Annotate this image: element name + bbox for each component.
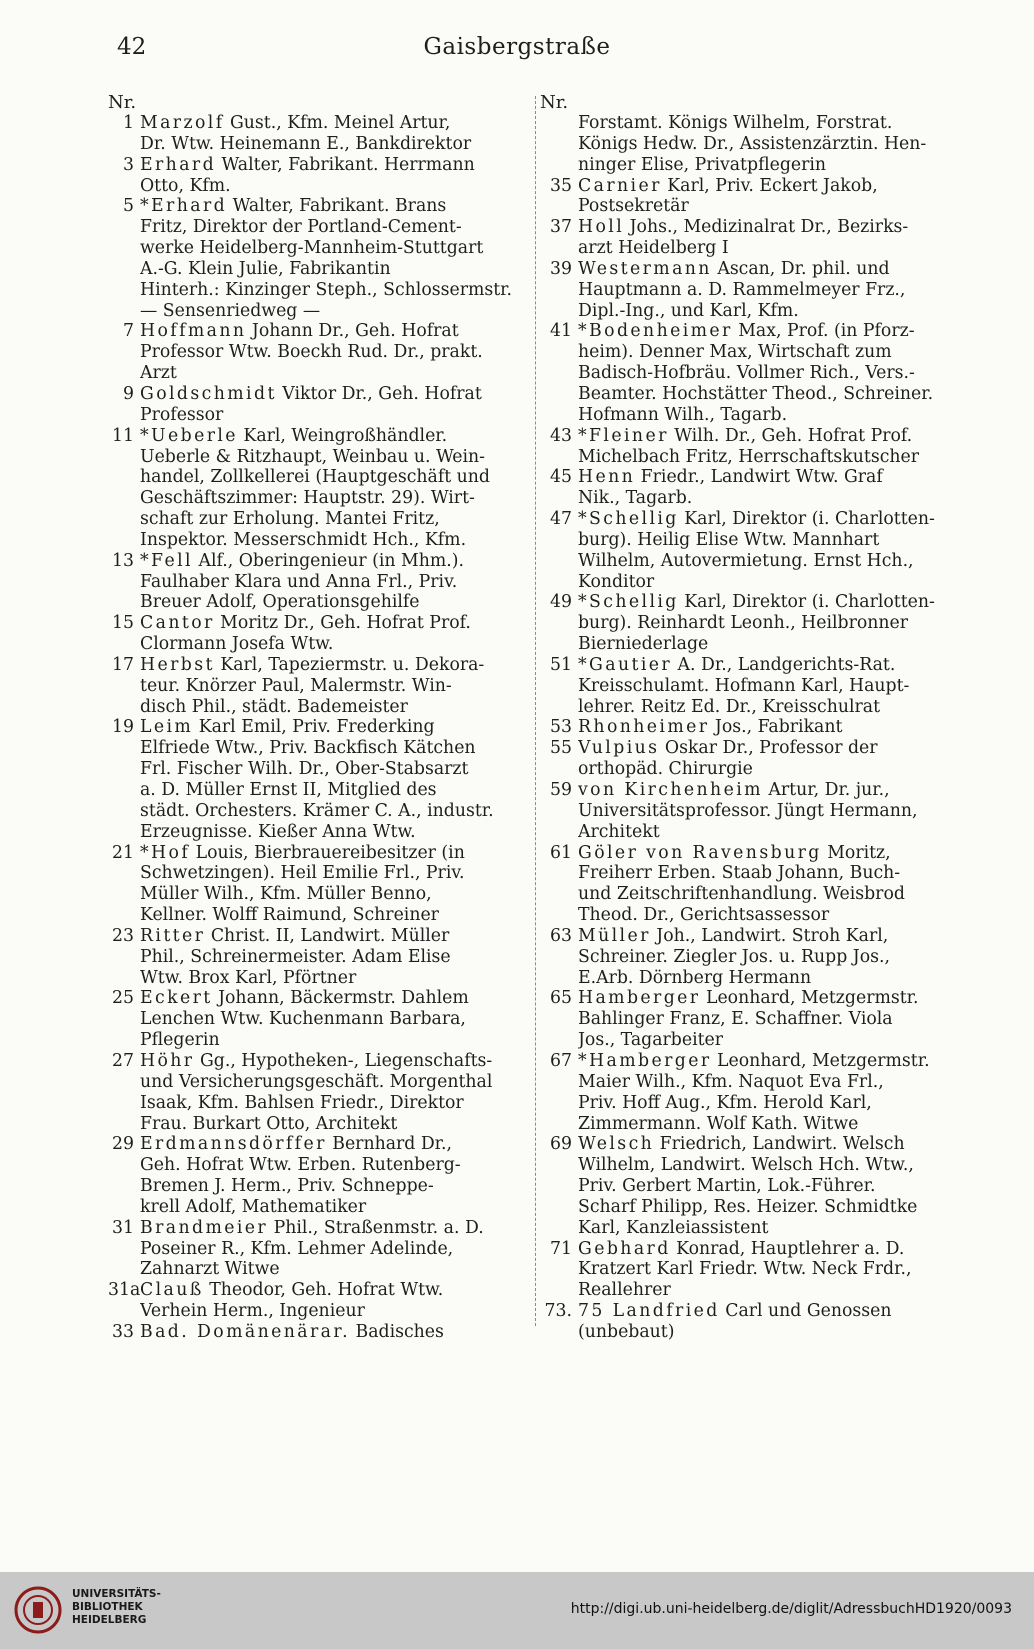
address-entry xyxy=(540,1301,960,1343)
entry-line: *Hamberger Leonhard, Metzgermstr. xyxy=(578,1050,930,1071)
entry-line: Westermann Ascan, Dr. phil. und xyxy=(578,258,890,279)
entry-line: Henn Friedr., Landwirt Wtw. Graf xyxy=(578,467,883,488)
resident-list xyxy=(578,843,960,926)
resident-list xyxy=(578,176,960,218)
entry-line: Hamberger Leonhard, Metzgermstr. xyxy=(578,988,919,1009)
owner-name: Herbst xyxy=(140,654,215,675)
house-number: 19 xyxy=(112,717,134,738)
entry-line: (unbebaut) xyxy=(578,1321,675,1342)
address-entry xyxy=(108,988,528,1051)
house-number: 37 xyxy=(550,217,572,238)
entry-line: Ritter Christ. II, Landwirt. Müller xyxy=(140,925,450,946)
entry-line: burg). Reinhardt Leonh., Heilbronner xyxy=(578,613,909,634)
house-number: 5 xyxy=(123,196,134,217)
owner-name: Göler von Ravensburg xyxy=(578,842,822,863)
entry-line: — Sensenriedweg — xyxy=(140,300,321,321)
entry-line: a. D. Müller Ernst II, Mitglied des xyxy=(140,780,437,800)
entry-line: Jos., Tagarbeiter xyxy=(578,1030,724,1051)
house-number: 39 xyxy=(550,258,572,279)
owner-name: Hamberger xyxy=(578,988,701,1009)
entry-line: Wtw. Brox Karl, Pförtner xyxy=(140,967,357,988)
address-entry xyxy=(108,551,528,614)
address-entry xyxy=(108,1322,528,1343)
entry-line: Welsch Friedrich, Landwirt. Welsch xyxy=(578,1134,905,1155)
owner-name: Henn xyxy=(578,467,636,488)
house-number: 11 xyxy=(112,425,134,446)
entry-line: Leim Karl Emil, Priv. Frederking xyxy=(140,717,435,738)
left-column xyxy=(108,92,528,1343)
entry-line: teur. Knörzer Paul, Malermstr. Win- xyxy=(140,675,452,696)
resident-list xyxy=(140,113,528,155)
house-number: 69 xyxy=(550,1134,572,1155)
resident-list xyxy=(578,509,960,592)
owner-name: Erhard xyxy=(140,154,217,175)
resident-list xyxy=(140,155,528,197)
address-entry xyxy=(108,384,528,426)
resident-list xyxy=(140,1134,528,1217)
house-number: 31 xyxy=(112,1217,134,1238)
owner-name: *Fell xyxy=(140,550,193,571)
entry-line: Poseiner R., Kfm. Lehmer Adelinde, xyxy=(140,1238,454,1259)
entry-line: Geschäftszimmer: Hauptstr. 29). Wirt- xyxy=(140,488,475,509)
page-number: 42 xyxy=(117,34,147,60)
house-number: 13 xyxy=(112,550,134,571)
house-number: 45 xyxy=(550,467,572,488)
entry-line: *Bodenheimer Max, Prof. (in Pforz- xyxy=(578,321,915,342)
owner-name: Ritter xyxy=(140,925,206,946)
address-entry xyxy=(540,467,960,509)
entry-line: Schwetzingen). Heil Emilie Frl., Priv. xyxy=(140,863,465,884)
owner-name: Erdmannsdörffer xyxy=(140,1134,327,1155)
resident-list xyxy=(140,655,528,718)
entry-line: Müller Wilh., Kfm. Müller Benno, xyxy=(140,884,432,905)
entry-line: Fritz, Direktor der Portland-Cement- xyxy=(140,217,462,238)
address-entry xyxy=(108,1051,528,1134)
owner-name: von Kirchenheim xyxy=(578,780,763,800)
footer-bar xyxy=(0,1572,1034,1649)
entry-line: Geh. Hofrat Wtw. Erben. Rutenberg- xyxy=(140,1155,461,1176)
entry-line: Faulhaber Klara und Anna Frl., Priv. xyxy=(140,571,458,592)
resident-list xyxy=(578,217,960,259)
house-number: 21 xyxy=(112,842,134,863)
owner-name: Welsch xyxy=(578,1134,655,1155)
house-number: 41 xyxy=(550,321,572,342)
entry-line: Postsekretär xyxy=(578,196,689,217)
address-entry xyxy=(540,655,960,718)
entry-line: Erhard Walter, Fabrikant. Herrmann xyxy=(140,154,475,175)
resident-list xyxy=(140,551,528,614)
entry-line: von Kirchenheim Artur, Dr. jur., xyxy=(578,780,890,800)
entry-line: 75 Landfried Carl und Genossen xyxy=(578,1301,892,1322)
address-entry xyxy=(540,717,960,738)
resident-list xyxy=(140,843,528,926)
owner-name: 75 Landfried xyxy=(578,1301,720,1322)
owner-name: Clauß xyxy=(140,1280,204,1301)
entry-line: Ueberle & Ritzhaupt, Weinbau u. Wein- xyxy=(140,446,486,467)
owner-name: Bad. Domänenärar. xyxy=(140,1321,351,1342)
entry-line: handel, Zollkellerei (Hauptgeschäft und xyxy=(140,467,490,488)
entry-line: Phil., Schreinermeister. Adam Elise xyxy=(140,946,451,967)
house-number: 67 xyxy=(550,1050,572,1071)
entry-line: *Fleiner Wilh. Dr., Geh. Hofrat Prof. xyxy=(578,425,913,446)
entry-line: Dipl.-Ing., und Karl, Kfm. xyxy=(578,300,799,321)
entry-line: orthopäd. Chirurgie xyxy=(578,759,753,780)
owner-name: Gebhard xyxy=(578,1238,671,1259)
address-entry xyxy=(540,738,960,780)
entry-line: Priv. Gerbert Martin, Lok.-Führer. xyxy=(578,1176,876,1197)
entry-line: *Hof Louis, Bierbrauereibesitzer (in xyxy=(140,842,465,863)
owner-name: Leim xyxy=(140,717,194,738)
entry-line: Höhr Gg., Hypotheken-, Liegenschafts- xyxy=(140,1050,493,1071)
resident-list xyxy=(140,1218,528,1281)
entry-line: *Schellig Karl, Direktor (i. Charlotten- xyxy=(578,509,935,530)
nr-label: Nr. xyxy=(540,92,569,113)
entry-line: Zimmermann. Wolf Kath. Witwe xyxy=(578,1113,859,1134)
entry-line: Badisch-Hofbräu. Vollmer Rich., Vers.- xyxy=(578,363,915,384)
entry-line: Otto, Kfm. xyxy=(140,175,231,196)
owner-name: *Gautier xyxy=(578,654,673,675)
resident-list xyxy=(578,321,960,425)
house-number: 27 xyxy=(112,1050,134,1071)
resident-list xyxy=(578,717,960,738)
entry-line: schaft zur Erholung. Mantei Fritz, xyxy=(140,509,440,530)
address-entry xyxy=(108,926,528,989)
address-entry xyxy=(540,926,960,989)
entry-line: Bierniederlage xyxy=(578,634,709,655)
owner-name: *Hamberger xyxy=(578,1050,712,1071)
entry-line: Frl. Fischer Wilh. Dr., Ober-Stabsarzt xyxy=(140,759,469,780)
university-seal-icon xyxy=(14,1586,62,1634)
house-number: 7 xyxy=(123,321,134,342)
resident-list xyxy=(578,592,960,655)
resident-list xyxy=(140,1280,528,1322)
entry-line: Rhonheimer Jos., Fabrikant xyxy=(578,717,843,738)
owner-name: Westermann xyxy=(578,258,712,279)
address-entry xyxy=(540,780,960,843)
entry-line: Elfriede Wtw., Priv. Backfisch Kätchen xyxy=(140,738,476,759)
entry-line: Lenchen Wtw. Kuchenmann Barbara, xyxy=(140,1009,466,1030)
owner-name: Eckert xyxy=(140,988,213,1009)
address-entry xyxy=(108,155,528,197)
right-column xyxy=(540,92,960,1343)
resident-list xyxy=(578,1051,960,1134)
address-entry xyxy=(540,113,960,176)
owner-name: Marzolf xyxy=(140,113,225,133)
owner-name: Goldschmidt xyxy=(140,383,277,404)
address-entry xyxy=(540,321,960,425)
house-number: 59 xyxy=(550,780,572,800)
resident-list xyxy=(578,426,960,468)
owner-name: Brandmeier xyxy=(140,1217,269,1238)
entry-line: Karl, Kanzleiassistent xyxy=(578,1217,769,1238)
house-number: 17 xyxy=(112,654,134,675)
owner-name: Hoffmann xyxy=(140,321,247,342)
house-number: 71 xyxy=(550,1238,572,1259)
resident-list xyxy=(578,655,960,718)
resident-list xyxy=(140,1322,528,1343)
house-number xyxy=(540,113,578,176)
entry-line: Forstamt. Königs Wilhelm, Forstrat. xyxy=(578,113,893,133)
entry-line: Goldschmidt Viktor Dr., Geh. Hofrat xyxy=(140,383,482,404)
entry-line: *Ueberle Karl, Weingroßhändler. xyxy=(140,425,448,446)
entry-line: Priv. Hoff Aug., Kfm. Herold Karl, xyxy=(578,1092,872,1113)
resident-list xyxy=(140,196,528,321)
address-entry xyxy=(540,426,960,468)
resident-list xyxy=(140,384,528,426)
house-number: 29 xyxy=(112,1134,134,1155)
house-number: 65 xyxy=(550,988,572,1009)
resident-list xyxy=(140,613,528,655)
entry-line: Erzeugnisse. Kießer Anna Wtw. xyxy=(140,821,416,842)
owner-name: *Ueberle xyxy=(140,425,238,446)
entry-line: Cantor Moritz Dr., Geh. Hofrat Prof. xyxy=(140,613,471,634)
entry-line: und Versicherungsgeschäft. Morgenthal xyxy=(140,1071,493,1092)
entry-line: Gebhard Konrad, Hauptlehrer a. D. xyxy=(578,1238,905,1259)
house-number: 63 xyxy=(550,925,572,946)
address-entry xyxy=(108,1134,528,1217)
house-number: 3 xyxy=(123,154,134,175)
entry-line: Bremen J. Herm., Priv. Schneppe- xyxy=(140,1176,434,1197)
entry-line: disch Phil., städt. Bademeister xyxy=(140,696,408,717)
entry-line: Nik., Tagarb. xyxy=(578,488,693,509)
entry-line: Frau. Burkart Otto, Architekt xyxy=(140,1113,398,1134)
entry-line: Brandmeier Phil., Straßenmstr. a. D. xyxy=(140,1217,484,1238)
owner-name: Müller xyxy=(578,925,651,946)
house-number: 55 xyxy=(550,738,572,759)
entry-line: Hinterh.: Kinzinger Steph., Schlossermstr. xyxy=(140,279,513,300)
resident-list xyxy=(140,717,528,842)
house-number: 15 xyxy=(112,613,134,634)
entry-line: Bad. Domänenärar. Badisches xyxy=(140,1321,444,1342)
owner-name: Cantor xyxy=(140,613,215,634)
resident-list xyxy=(140,426,528,551)
resident-list xyxy=(578,467,960,509)
library-line: UNIVERSITÄTS- xyxy=(72,1588,161,1600)
entry-line: Göler von Ravensburg Moritz, xyxy=(578,842,891,863)
entry-line: Beamter. Hochstätter Theod., Schreiner. xyxy=(578,383,934,404)
entry-line: *Schellig Karl, Direktor (i. Charlotten- xyxy=(578,592,935,613)
address-entry xyxy=(540,259,960,322)
house-number: 43 xyxy=(550,425,572,446)
owner-name: *Hof xyxy=(140,842,191,863)
address-entry xyxy=(108,196,528,321)
entry-line: Theod. Dr., Gerichtsassessor xyxy=(578,905,830,926)
entry-line: Isaak, Kfm. Bahlsen Friedr., Direktor xyxy=(140,1092,464,1113)
entry-line: Kreisschulamt. Hofmann Karl, Haupt- xyxy=(578,675,910,696)
entry-line: Eckert Johann, Bäckermstr. Dahlem xyxy=(140,988,469,1009)
owner-name: *Schellig xyxy=(578,592,679,613)
entry-line: Breuer Adolf, Operationsgehilfe xyxy=(140,592,420,613)
entry-line: Scharf Philipp, Res. Heizer. Schmidtke xyxy=(578,1196,918,1217)
resident-list xyxy=(140,1051,528,1134)
house-number: 33 xyxy=(112,1321,134,1342)
entry-line: Bahlinger Franz, E. Schaffner. Viola xyxy=(578,1009,893,1030)
owner-name: Holl xyxy=(578,217,625,238)
resident-list xyxy=(578,926,960,989)
owner-name: *Schellig xyxy=(578,509,679,530)
entry-line: Wilhelm, Landwirt. Welsch Hch. Wtw., xyxy=(578,1155,914,1176)
entry-line: Hauptmann a. D. Rammelmeyer Frz., xyxy=(578,279,906,300)
house-number: 1 xyxy=(123,113,134,133)
entry-line: Zahnarzt Witwe xyxy=(140,1259,280,1280)
owner-name: *Erhard xyxy=(140,196,228,217)
entry-line: Maier Wilh., Kfm. Naquot Eva Frl., xyxy=(578,1071,884,1092)
address-entry xyxy=(108,717,528,842)
entry-line: Clormann Josefa Wtw. xyxy=(140,634,334,655)
entry-line: Carnier Karl, Priv. Eckert Jakob, xyxy=(578,175,878,196)
house-number: 31a xyxy=(108,1280,141,1301)
house-number: 35 xyxy=(550,175,572,196)
address-entry xyxy=(108,1280,528,1322)
address-entry xyxy=(108,843,528,926)
house-number: 73. xyxy=(544,1301,572,1322)
house-number: 47 xyxy=(550,509,572,530)
library-name xyxy=(72,1588,161,1627)
address-entry xyxy=(108,613,528,655)
entry-line: Professor xyxy=(140,404,224,425)
address-entry xyxy=(540,592,960,655)
address-entry xyxy=(108,1218,528,1281)
nr-label: Nr. xyxy=(108,92,137,113)
owner-name: Vulpius xyxy=(578,738,660,759)
entry-line: Kellner. Wolff Raimund, Schreiner xyxy=(140,905,439,926)
address-entry xyxy=(540,1134,960,1238)
entry-line: Reallehrer xyxy=(578,1280,671,1301)
address-entry xyxy=(540,217,960,259)
entry-line: Herbst Karl, Tapeziermstr. u. Dekora- xyxy=(140,654,485,675)
entry-line: Königs Hedw. Dr., Assistenzärztin. Hen- xyxy=(578,133,927,154)
entry-line: Wilhelm, Autovermietung. Ernst Hch., xyxy=(578,550,914,571)
entry-line: Holl Johs., Medizinalrat Dr., Bezirks- xyxy=(578,217,909,238)
resident-list xyxy=(578,738,960,780)
house-number: 25 xyxy=(112,988,134,1009)
entry-line: Hofmann Wilh., Tagarb. xyxy=(578,404,788,425)
entry-line: werke Heidelberg-Mannheim-Stuttgart xyxy=(140,238,484,259)
entry-line: Michelbach Fritz, Herrschaftskutscher xyxy=(578,446,919,467)
entry-line: Kratzert Karl Friedr. Wtw. Neck Frdr., xyxy=(578,1259,912,1280)
entry-line: Arzt xyxy=(140,363,177,384)
entry-line: Müller Joh., Landwirt. Stroh Karl, xyxy=(578,925,889,946)
entry-line: Professor Wtw. Boeckh Rud. Dr., prakt. xyxy=(140,342,483,363)
owner-name: *Fleiner xyxy=(578,425,669,446)
house-number: 61 xyxy=(550,842,572,863)
entry-line: Vulpius Oskar Dr., Professor der xyxy=(578,738,878,759)
owner-name: Höhr xyxy=(140,1050,195,1071)
entry-line: E.Arb. Dörnberg Hermann xyxy=(578,967,812,988)
entry-line: Schreiner. Ziegler Jos. u. Rupp Jos., xyxy=(578,946,890,967)
address-entry xyxy=(108,426,528,551)
address-entry xyxy=(108,655,528,718)
library-line: HEIDELBERG xyxy=(72,1614,147,1626)
entry-line: Verhein Herm., Ingenieur xyxy=(140,1301,365,1322)
owner-name: *Bodenheimer xyxy=(578,321,733,342)
entry-line: Architekt xyxy=(578,821,660,842)
resident-list xyxy=(578,1301,960,1343)
entry-line: *Erhard Walter, Fabrikant. Brans xyxy=(140,196,447,217)
entry-line: A.-G. Klein Julie, Fabrikantin xyxy=(140,258,391,279)
address-entry xyxy=(540,1239,960,1302)
entry-line: Erdmannsdörffer Bernhard Dr., xyxy=(140,1134,453,1155)
entry-line: Dr. Wtw. Heinemann E., Bankdirektor xyxy=(140,133,472,154)
entry-line: Pflegerin xyxy=(140,1030,220,1051)
column-divider xyxy=(535,96,536,1326)
house-number: 49 xyxy=(550,592,572,613)
entry-line: arzt Heidelberg I xyxy=(578,238,729,259)
address-entry xyxy=(540,509,960,592)
owner-name: Rhonheimer xyxy=(578,717,710,738)
entry-line: burg). Heilig Elise Wtw. Mannhart xyxy=(578,529,880,550)
entry-line: *Fell Alf., Oberingenieur (in Mhm.). xyxy=(140,550,464,571)
house-number: 23 xyxy=(112,925,134,946)
resident-list xyxy=(140,321,528,384)
resident-list xyxy=(578,1134,960,1238)
resident-list xyxy=(578,259,960,322)
entry-line: ninger Elise, Privatpflegerin xyxy=(578,154,827,175)
resident-list xyxy=(578,113,960,176)
entry-line: heim). Denner Max, Wirtschaft zum xyxy=(578,342,892,363)
entry-line: *Gautier A. Dr., Landgerichts-Rat. xyxy=(578,654,896,675)
library-line: BIBLIOTHEK xyxy=(72,1601,143,1613)
entry-line: Clauß Theodor, Geh. Hofrat Wtw. xyxy=(140,1280,444,1301)
resident-list xyxy=(578,780,960,843)
entry-line: Hoffmann Johann Dr., Geh. Hofrat xyxy=(140,321,459,342)
entry-line: krell Adolf, Mathematiker xyxy=(140,1196,367,1217)
entry-line: Konditor xyxy=(578,571,655,592)
resident-list xyxy=(140,988,528,1051)
entry-line: Freiherr Erben. Staab Johann, Buch- xyxy=(578,863,901,884)
address-entry xyxy=(540,176,960,218)
address-entry xyxy=(540,1051,960,1134)
entry-line: Inspektor. Messerschmidt Hch., Kfm. xyxy=(140,529,467,550)
entry-line: Universitätsprofessor. Jüngt Hermann, xyxy=(578,800,918,821)
entry-line: städt. Orchesters. Krämer C. A., industr. xyxy=(140,800,494,821)
owner-name: Carnier xyxy=(578,175,662,196)
entry-line: und Zeitschriftenhandlung. Weisbrod xyxy=(578,884,905,905)
address-entry xyxy=(540,843,960,926)
address-entry xyxy=(108,113,528,155)
house-number: 51 xyxy=(550,654,572,675)
resident-list xyxy=(578,1239,960,1302)
running-head: Gaisbergstraße xyxy=(423,34,611,60)
resident-list xyxy=(578,988,960,1051)
entry-line: lehrer. Reitz Ed. Dr., Kreisschulrat xyxy=(578,696,881,717)
house-number: 53 xyxy=(550,717,572,738)
source-url-link[interactable]: http://digi.ub.uni-heidelberg.de/diglit/AdressbuchHD1920/0093 xyxy=(570,1601,1012,1617)
entry-line: Marzolf Gust., Kfm. Meinel Artur, xyxy=(140,113,451,133)
address-entry xyxy=(540,988,960,1051)
resident-list xyxy=(140,926,528,989)
house-number: 9 xyxy=(123,383,134,404)
address-entry xyxy=(108,321,528,384)
